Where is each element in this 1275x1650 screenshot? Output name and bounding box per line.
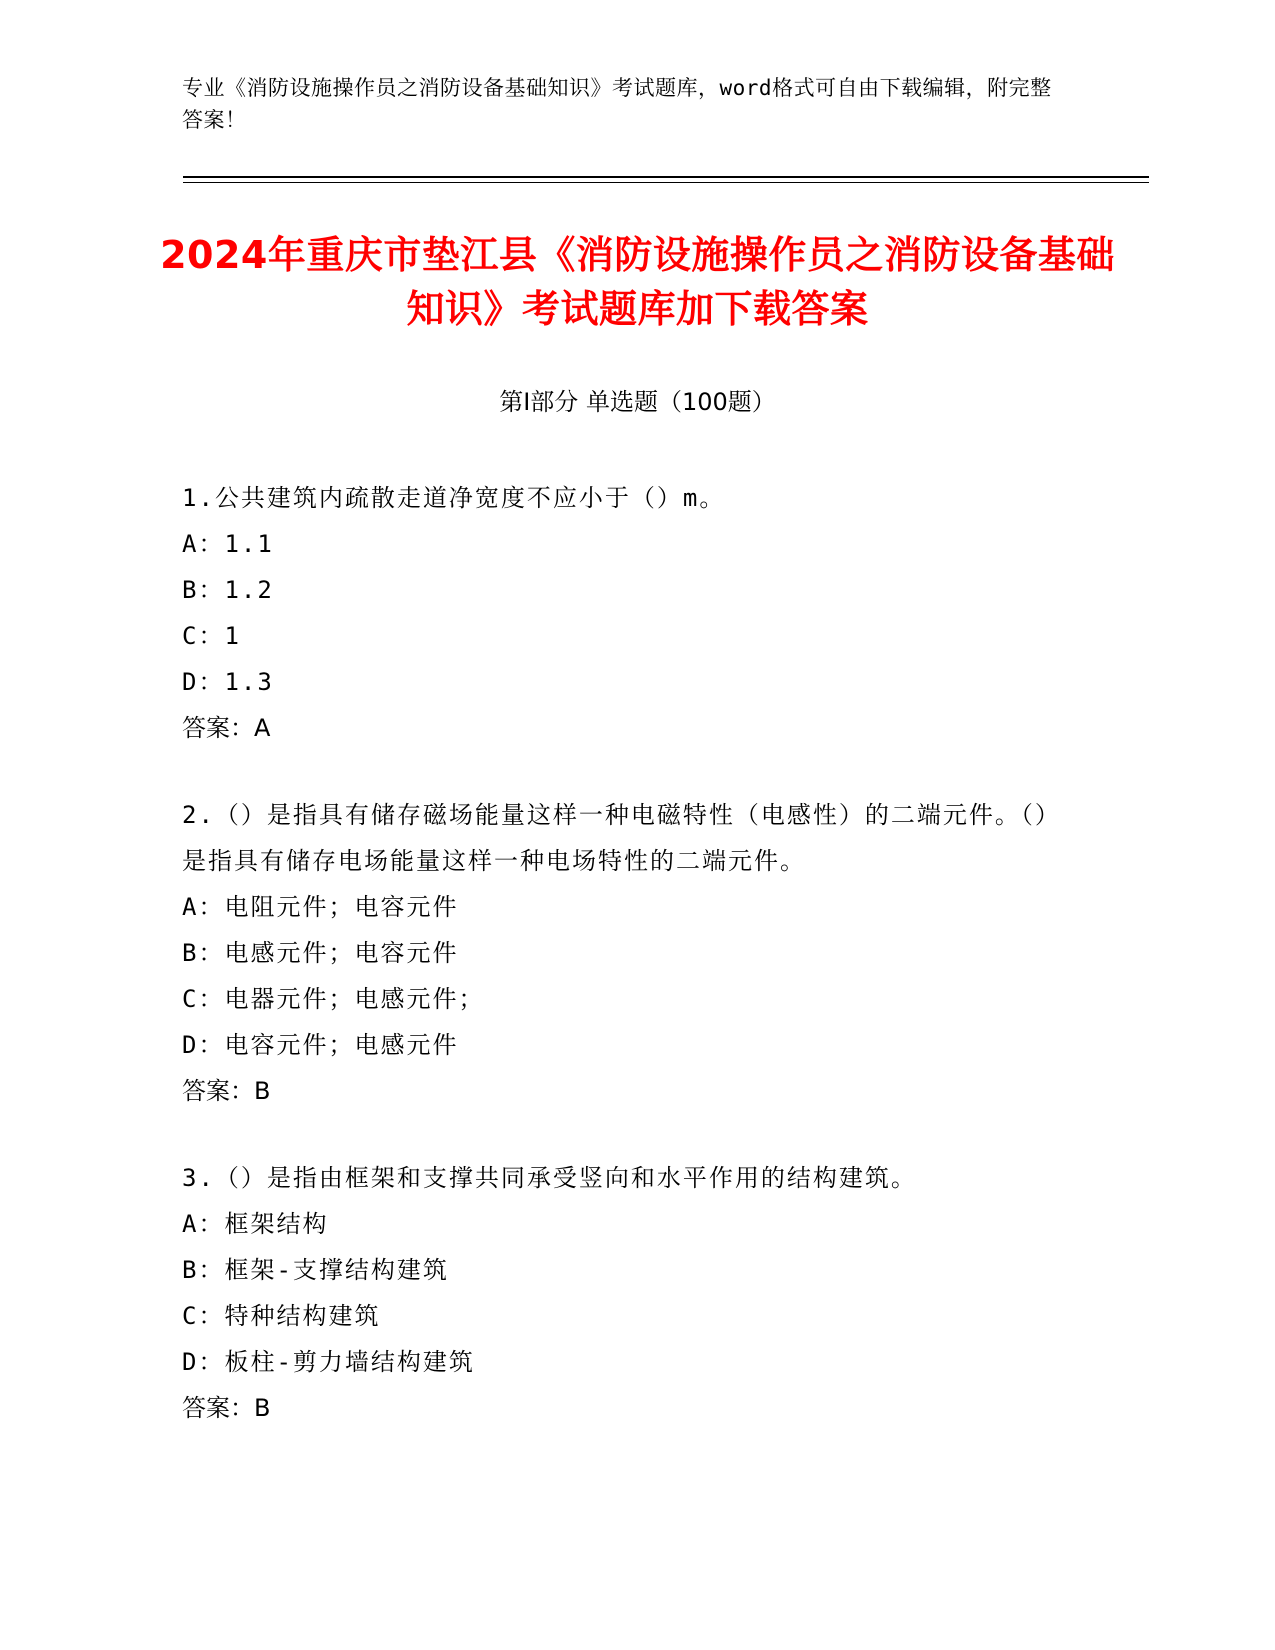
answer-line: 答案：B [182,1394,271,1422]
question-2 [182,792,1062,1114]
header-note: 专业《消防设施操作员之消防设备基础知识》考试题库，word格式可自由下载编辑，附完整答案！ [182,76,1052,132]
question-stem: 2.（）是指具有储存磁场能量这样一种电磁特性（电感性）的二端元件。（）是指具有储存电场能量这样一种电场特性的二端元件。 [182,801,1061,875]
question-3 [182,1155,1062,1431]
option-c: C：1 [182,622,241,650]
option-c: C：电器元件；电感元件； [182,985,485,1013]
option-b: B：电感元件；电容元件 [182,939,459,967]
document-title: 2024年重庆市垫江县《消防设施操作员之消防设备基础知识》考试题库加下载答案 [160,233,1115,331]
question-stem: 1.公共建筑内疏散走道净宽度不应小于（）m。 [182,484,726,512]
question-list [182,475,1062,1472]
answer-line: 答案：A [182,714,271,742]
question-1 [182,475,1062,751]
option-b: B：框架-支撑结构建筑 [182,1256,449,1284]
option-a: A：电阻元件；电容元件 [182,893,459,921]
section-title: 第Ⅰ部分 单选题（100题） [499,388,776,416]
header-divider-thick [183,176,1149,178]
option-d: D：1.3 [182,668,274,696]
option-a: A：1.1 [182,530,274,558]
option-a: A：框架结构 [182,1210,329,1238]
option-d: D：电容元件；电感元件 [182,1031,459,1059]
header-divider-thin [183,182,1149,183]
answer-line: 答案：B [182,1077,271,1105]
question-stem: 3.（）是指由框架和支撑共同承受竖向和水平作用的结构建筑。 [182,1164,917,1192]
option-c: C：特种结构建筑 [182,1302,381,1330]
option-d: D：板柱-剪力墙结构建筑 [182,1348,475,1376]
option-b: B：1.2 [182,576,274,604]
